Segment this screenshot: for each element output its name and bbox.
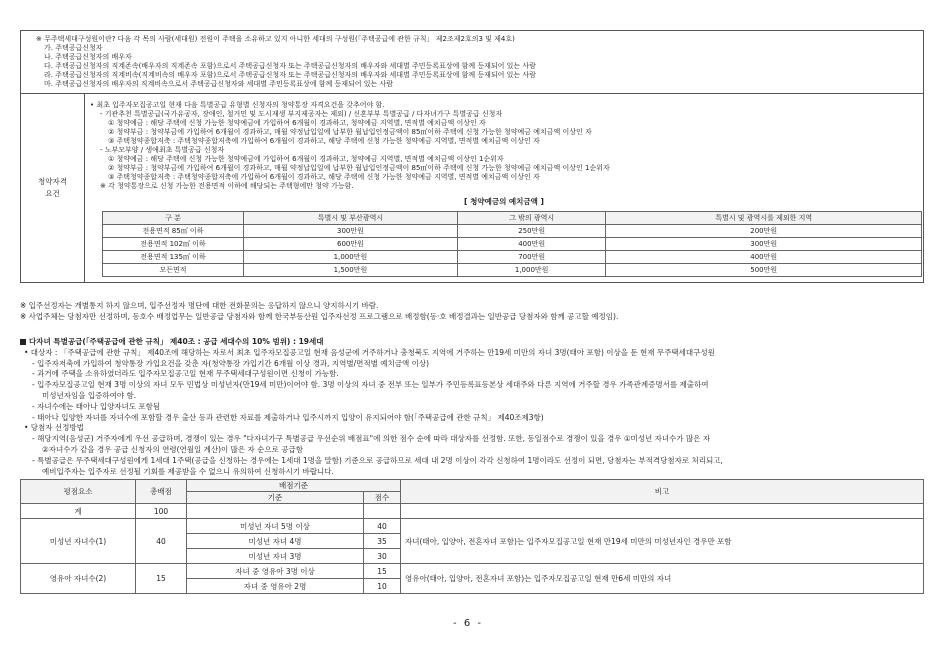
section-line: - 태아나 입양한 자녀를 자녀수에 포함할 경우 출산 등과 관련한 자료를 제출하거나 입주시까지 입양이 유지되어야 함(「주택공급에 관한 규칙」 제40조제3항) <box>32 412 544 422</box>
requirement-line: ③ 주택청약종합저축 : 주택청약종합저축에 가입하여 6개월이 경과하고, 해당 주택에 신청 가능한 청약예금 지역별, 면적별 예치금액 이상인 자 <box>108 173 540 181</box>
square-bullet-icon <box>20 339 26 345</box>
section-line: 예비입주자는 입주자로 선정될 기회를 제공받을 수 없으니 유의하여 신청하시기 바랍니다. <box>42 466 334 476</box>
note-line: ※ 사업주체는 당첨자만 선정하며, 동호수 배정업무는 일반공급 당첨자와 함께 한국부동산원 입주자선정 프로그램으로 배정함(동·호 배정결과는 일반공급 당첨자와 함께 공고할 예정임). <box>20 312 619 321</box>
account-requirement-row <box>21 94 924 283</box>
score-row: 미성년 자녀수(1) 40 미성년 자녀 5명 이상 40 자녀(태아, 입양아, 전혼자녀 포함)는 입주자모집공고일 현재 만19세 미만의 미성년자인 경우만 포함 <box>21 519 924 534</box>
section-line: - 입주자저축에 가입하여 청약통장 가입요건을 갖춘 자(청약통장 가입기간 6개월 이상 경과, 지역별/면적별 예치금액 이상) <box>32 358 429 368</box>
requirement-line: - 기관추천 특별공급(국가유공자, 장애인, 철거민 및 도시재생 부지제공자는 제외) / 신혼부부 특별공급 / 다자녀가구 특별공급 신청자 <box>100 110 503 118</box>
account-requirement-label: 청약자격 요건 <box>21 94 85 283</box>
deposit-table-row: 전용면적 102㎡ 이하 600만원 400만원 300만원 <box>103 238 922 251</box>
household-definition-item: 라. 주택공급신청자의 직계비속(직계비속의 배우자 포함)으로서 주택공급신청자 또는 주택공급신청자의 배우자와 세대별 주민등록표상에 함께 등재되어 있는 사람 <box>44 71 536 79</box>
score-row: 자녀 중 영유아 2명 10 <box>21 579 924 594</box>
notes-block <box>20 300 618 322</box>
household-definition-title: ※ 무주택세대구성원이란? 다음 각 목의 사람(세대원) 전원이 주택을 소유하고 있지 아니한 세대의 구성원(「주택공급에 관한 규칙」 제2조제2호의3 및 제4호) <box>36 35 515 43</box>
deposit-table-row: 모든면적 1,500만원 1,000만원 500만원 <box>103 264 922 277</box>
score-row: 미성년 자녀 3명 30 <box>21 549 924 564</box>
section-line: • 대상자 : 「주택공급에 관한 규칙」 제40조에 해당하는 자로서 최초 입주자모집공고일 현재 음성군에 거주하거나 충청북도 지역에 거주하는 만19세 미만의 자녀 3명(태아 포함) 이상을 둔 현재 무주택세대구성원 <box>24 347 715 357</box>
score-total-row: 계 100 <box>21 504 924 519</box>
section-line: - 과거에 주택을 소유하였더라도 입주자모집공고일 현재 무주택세대구성원이면 신청이 가능함. <box>32 369 339 379</box>
section-line: - 입주자모집공고일 현재 3명 이상의 자녀 모두 민법상 미성년자(만19세 미만)이어야 함. 3명 이상의 자녀 중 전부 또는 일부가 주민등록표등본상 세대주와 다른 지역에 거주할 경우 가족관계증명서를 제출하여 <box>32 380 709 390</box>
section-heading: 다자녀 특별공급(「주택공급에 관한 규칙」 제40조 : 공급 세대수의 10% 범위) : 19세대 <box>20 337 930 348</box>
multi-child-section <box>20 337 930 477</box>
requirement-line: ① 청약예금 : 해당 주택에 신청 가능한 청약예금에 가입하여 6개월이 경과하고, 청약예금 지역별, 면적별 예치금액 이상인 1순위자 <box>108 155 504 163</box>
eligibility-table <box>20 30 924 283</box>
section-line: • 당첨자 선정방법 <box>24 423 84 433</box>
section-line: - 자녀수에는 태아나 입양자녀도 포함됨 <box>32 401 161 411</box>
household-definition-item: 나. 주택공급신청자의 배우자 <box>44 53 132 61</box>
section-line: - 해당지역(음성군) 거주자에게 우선 공급하며, 경쟁이 있는 경우 "다자녀가구 특별공급 우선순위 배점표"에 의한 점수 순에 따라 대상자를 선정함. 또한, 동일점수로 경쟁이 있을 경우 ①미성년 자녀수가 많은 자 <box>32 434 711 444</box>
account-requirement-content <box>85 94 924 283</box>
household-definition-cell <box>21 31 924 94</box>
deposit-table-title: [ 청약예금의 예치금액 ] <box>464 197 544 206</box>
score-remark: 영유아(태아, 입양아, 전혼자녀 포함)는 입주자모집공고일 현재 만6세 미만의 자녀 <box>401 564 924 594</box>
household-definition-item: 마. 주택공급신청자의 배우자의 직계비속으로서 주택공급신청자와 세대별 주민등록표상에 함께 등재되어 있는 사람 <box>44 80 394 88</box>
household-definition-item: 가. 주택공급신청자 <box>44 44 103 52</box>
deposit-table-row: 전용면적 85㎡ 이하 300만원 250만원 200만원 <box>103 225 922 238</box>
section-line: 미성년자임을 입증하여야 함. <box>42 390 137 400</box>
requirement-line: ③ 주택청약종합저축 : 주택청약종합저축에 가입하여 6개월이 경과하고, 해당 주택에 신청 가능한 청약예금 지역별, 면적별 예치금액 이상인 자 <box>108 137 540 145</box>
note-line: ※ 입주선정자는 개별통지 하지 않으며, 입주선정자 명단에 대한 전화문의는 응답하지 않으니 양지하시기 바람. <box>20 301 379 310</box>
score-table-subheader: 기준 점수 <box>21 492 924 504</box>
requirement-line: ※ 각 청약통장으로 신청 가능한 전용면적 이하에 해당되는 주택형에만 청약 가능함. <box>100 182 354 190</box>
score-remark: 자녀(태아, 입양아, 전혼자녀 포함)는 입주자모집공고일 현재 만19세 미만의 미성년자인 경우만 포함 <box>401 519 924 564</box>
score-table <box>20 479 924 594</box>
deposit-table <box>102 211 922 277</box>
page-number: - 6 - <box>453 618 483 629</box>
score-row: 미성년 자녀 4명 35 <box>21 534 924 549</box>
section-line: ②자녀수가 같을 경우 공급 신청자의 연령(연월일 계산)이 많은 자 순으로 공급함 <box>42 444 304 454</box>
score-table-header: 평점요소 총배점 배점기준 비고 <box>21 480 924 492</box>
requirement-line: • 최초 입주자모집공고일 현재 다음 특별공급 유형별 신청자의 청약통장 자격요건을 갖추어야 함. <box>90 101 385 109</box>
requirement-line: ② 청약부금 : 청약부금에 가입하여 6개월이 경과하고, 매월 약정납입일에 납부한 월납입인정금액이 85㎡이하 주택에 신청 가능한 청약예금 예치금액 이상인 자 <box>108 128 592 136</box>
score-row: 영유아 자녀수(2) 15 자녀 중 영유아 3명 이상 15 영유아(태아, 입양아, 전혼자녀 포함)는 입주자모집공고일 현재 만6세 미만의 자녀 <box>21 564 924 579</box>
section-line: - 특별공급은 무주택세대구성원에게 1세대 1주택(공급을 신청하는 경우에는 1세대 1명을 말함) 기준으로 공급하므로 세대 내 2명 이상이 각각 신청하여 1명이라도 선정이 되면, 당첨자는 부적격당첨자로 처리되고, <box>32 455 723 465</box>
requirement-line: ② 청약부금 : 청약부금에 가입하여 6개월이 경과하고, 매월 약정납입일에 납부한 월납입인정금액이 85㎡이하 주택에 신청 가능한 청약예금 예치금액 이상인 1순위자 <box>108 164 610 172</box>
deposit-table-row: 전용면적 135㎡ 이하 1,000만원 700만원 400만원 <box>103 251 922 264</box>
household-definition-row <box>21 31 924 94</box>
household-definition-item: 다. 주택공급신청자의 직계존속(배우자의 직계존속 포함)으로서 주택공급신청자 또는 주택공급신청자의 배우자와 세대별 주민등록표상에 함께 등재되어 있는 사람 <box>44 62 536 70</box>
requirement-line: - 노부모부양 / 생애최초 특별공급 신청자 <box>100 146 225 154</box>
deposit-table-header: 구 분 특별시 및 부산광역시 그 밖의 광역시 특별시 및 광역시를 제외한 지역 <box>103 212 922 225</box>
requirement-line: ① 청약예금 : 해당 주택에 신청 가능한 청약예금에 가입하여 6개월이 경과하고, 청약예금 지역별, 면적별 예치금액 이상인 자 <box>108 119 486 127</box>
